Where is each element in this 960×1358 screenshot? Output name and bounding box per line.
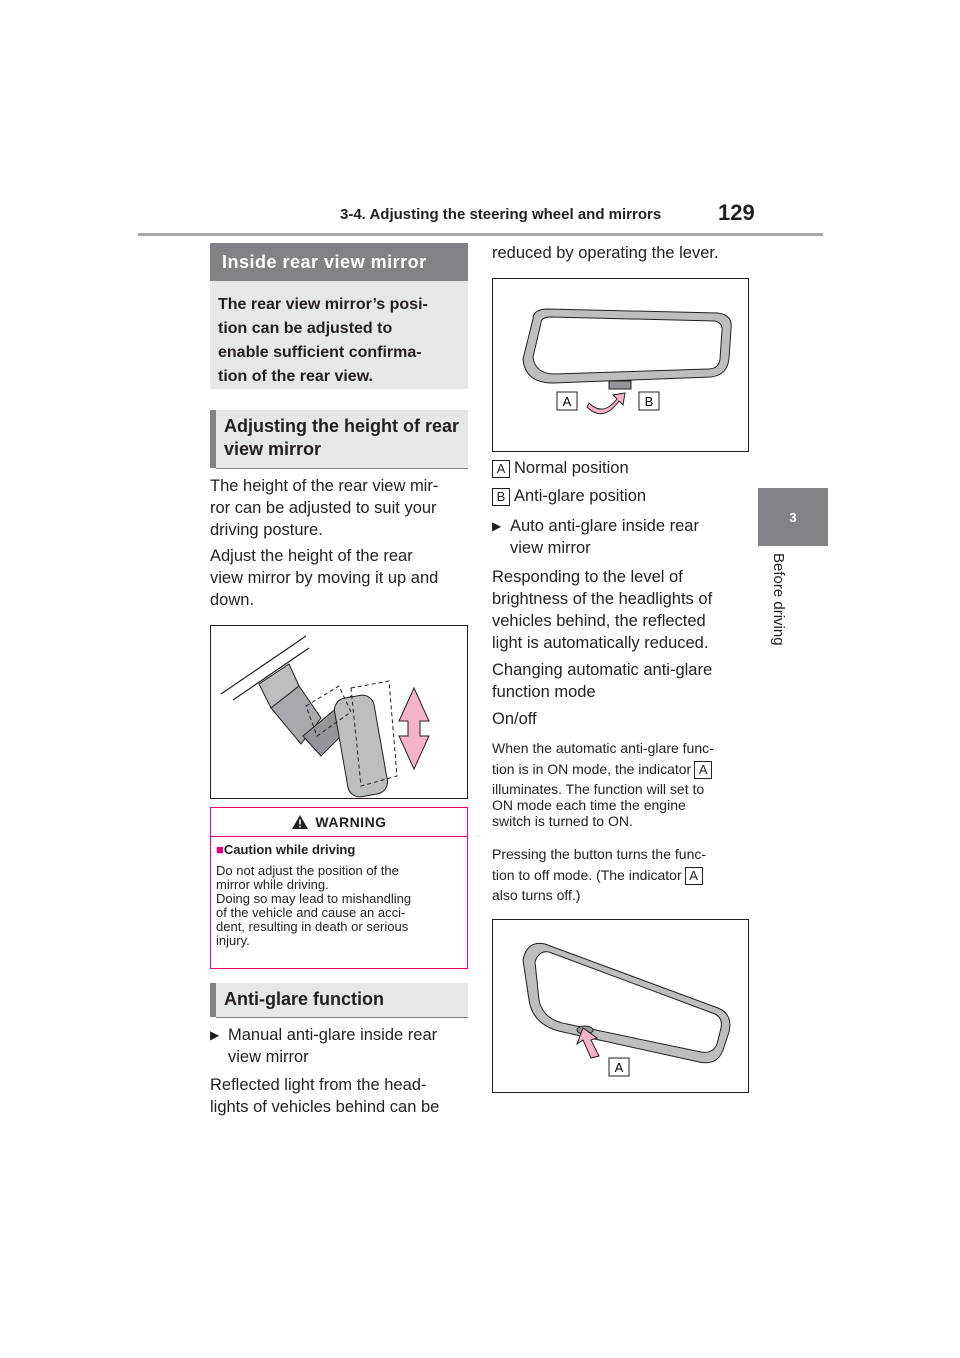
chapter-tab <box>758 488 828 546</box>
subheading-antiglare-text: Anti-glare function <box>224 989 384 1009</box>
bullet-auto-antiglare-text: Auto anti-glare inside rear view mirror <box>510 517 699 557</box>
paragraph-reflected-light: Reflected light from the head- lights of vehicles behind can be <box>210 1076 440 1116</box>
paragraph-lever: reduced by operating the lever. <box>492 244 719 262</box>
subheading-height <box>210 410 468 468</box>
warning-title: WARNING <box>315 814 387 830</box>
legend-b-text: Anti-glare position <box>514 487 647 505</box>
warning-square-icon: ■ <box>216 842 224 857</box>
chapter-side-label <box>770 553 790 673</box>
note-off-rest: also turns off.) <box>492 887 581 903</box>
subheading-antiglare <box>210 983 468 1017</box>
paragraph-height-adjust: Adjust the height of the rear view mirror by moving it up and down. <box>210 547 439 609</box>
note-on-label-a: A <box>694 761 712 779</box>
legend-antiglare-position <box>492 487 646 506</box>
paragraph-height-intro: The height of the rear view mir- ror can be adjusted to suit your driving posture. <box>210 477 439 539</box>
note-on-line2 <box>492 757 750 781</box>
bullet-manual-antiglare <box>210 1024 470 1068</box>
legend-normal-position <box>492 459 629 478</box>
intro-box <box>210 281 468 389</box>
legend-a-text: Normal position <box>514 459 629 477</box>
legend-a-box: A <box>492 460 510 478</box>
bullet-triangle-icon: ▶ <box>492 519 502 533</box>
fig3-label-a: A <box>614 1060 624 1075</box>
paragraph-onoff: On/off <box>492 710 537 728</box>
bullet-manual-antiglare-text: Manual anti-glare inside rear view mirror <box>228 1026 438 1066</box>
note-on-rest: illuminates. The function will set to ON mode each time the engine switch is turned to ON. <box>492 781 705 829</box>
bullet-triangle-icon: ▶ <box>210 1028 220 1042</box>
paragraph-change-mode: Changing automatic anti-glare function mode <box>492 661 713 701</box>
warning-subtitle <box>216 842 355 857</box>
legend-b-box: B <box>492 488 510 506</box>
section-heading: Inside rear view mirror <box>210 243 468 281</box>
figure-auto-mirror <box>492 919 749 1093</box>
auto-mirror-illustration <box>493 920 750 1094</box>
subheading-height-text: Adjusting the height of rear view mirror <box>224 416 460 459</box>
fig2-label-b: B <box>644 394 654 409</box>
running-header-title: 3-4. Adjusting the steering wheel and mirrors <box>340 206 662 223</box>
warning-header <box>211 808 467 837</box>
header-rule <box>138 233 823 236</box>
note-on-mode <box>492 739 750 829</box>
figure-mirror-height <box>210 625 468 799</box>
note-off-label-a: A <box>685 867 703 885</box>
warning-subtitle-text: Caution while driving <box>223 842 356 857</box>
note-off-line2 <box>492 863 750 887</box>
fig2-label-a: A <box>562 394 572 409</box>
note-off-line1: Pressing the button turns the func- <box>492 846 707 862</box>
warning-box <box>210 807 468 969</box>
mirror-lever-illustration <box>493 279 750 453</box>
figure-mirror-lever <box>492 278 749 452</box>
warning-body: Do not adjust the position of the mirror while driving. Doing so may lead to mishandling of the vehicle and cause an acci- dent, resulting in death or serious injury. <box>216 863 412 948</box>
paragraph-auto-reduce: Responding to the level of brightness of the headlights of vehicles behind, the reflected light is automatically reduced. <box>492 568 713 652</box>
mirror-height-illustration <box>211 626 469 800</box>
intro-text: The rear view mirror’s posi- tion can be adjusted to enable sufficient confirma- tion of the rear view. <box>218 296 428 385</box>
note-off-mode <box>492 845 750 903</box>
note-off-line2-text: tion to off mode. (The indicator <box>492 867 682 883</box>
note-on-line2-text: tion is in ON mode, the indicator <box>492 761 692 777</box>
note-on-line1: When the automatic anti-glare func- <box>492 740 714 756</box>
chapter-number: 3 <box>789 509 797 525</box>
bullet-auto-antiglare <box>492 515 752 559</box>
page-number: 129 <box>718 200 755 225</box>
warning-triangle-icon <box>291 814 309 830</box>
chapter-title: Before driving <box>770 553 787 646</box>
